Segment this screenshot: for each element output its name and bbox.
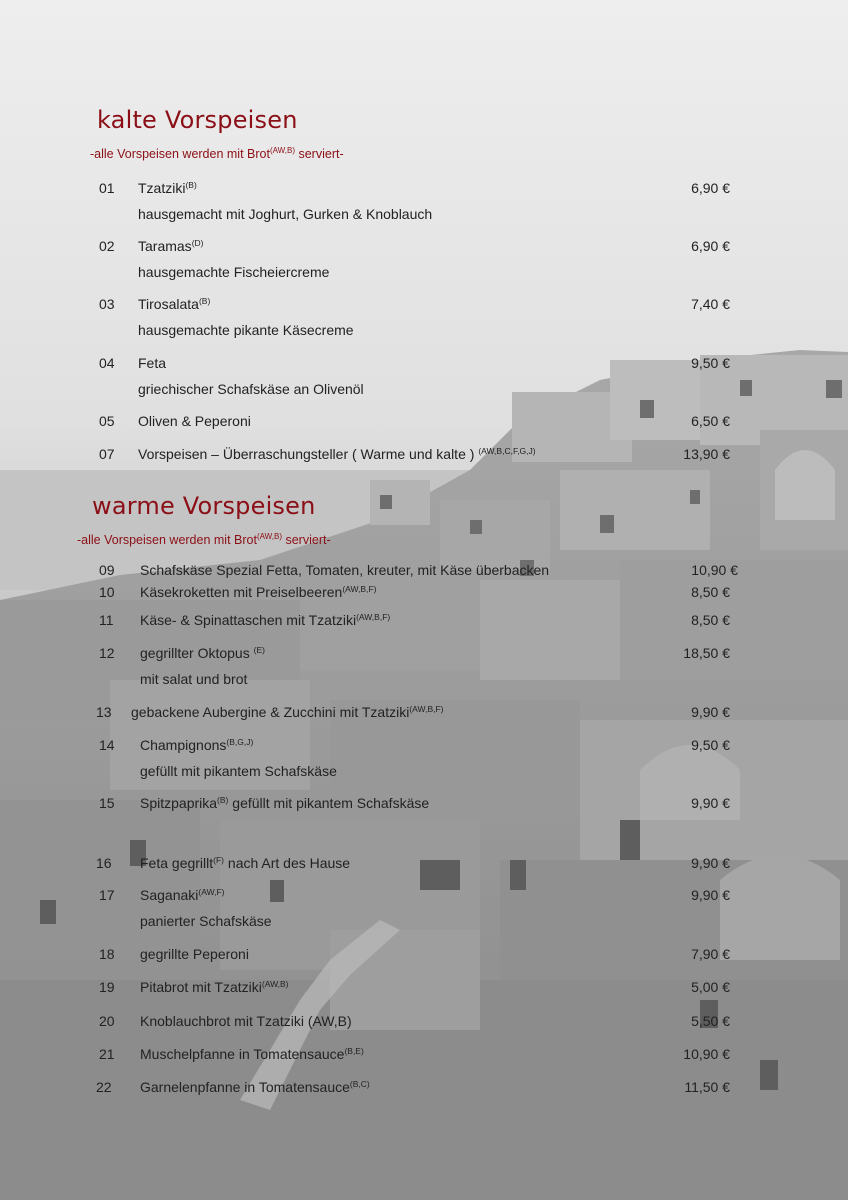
item-number: 03 (99, 296, 115, 312)
item-name-text: Knoblauchbrot mit Tzatziki (AW,B) (140, 1013, 352, 1029)
allergen-codes: (AW,B,C,F,G,J) (478, 446, 536, 456)
item-price: 11,50 € (684, 1079, 730, 1095)
section-note-text: -alle Vorspeisen werden mit Brot (77, 533, 257, 548)
item-name (138, 355, 166, 371)
item-description: hausgemachte Fischeiercreme (138, 264, 330, 280)
item-price: 9,50 € (691, 737, 730, 753)
item-name-text: Champignons (140, 737, 227, 753)
allergen-codes: (B) (217, 795, 229, 805)
allergen-codes: (AW,B) (269, 146, 295, 155)
item-price: 7,40 € (691, 296, 730, 312)
allergen-codes: (B,C) (349, 1079, 370, 1089)
allergen-codes: (B) (198, 296, 211, 306)
item-number: 02 (99, 238, 115, 254)
item-name-extra: gefüllt mit pikantem Schafskäse (228, 795, 430, 811)
section-note-text: serviert- (282, 533, 331, 548)
item-name (140, 584, 376, 600)
item-name (140, 562, 549, 578)
item-number: 11 (99, 612, 114, 628)
item-name-text: gegrillte Peperoni (140, 946, 249, 962)
item-price: 6,90 € (691, 180, 730, 196)
allergen-codes: (AW,F) (198, 887, 225, 897)
item-name (138, 296, 210, 312)
section-note-text: -alle Vorspeisen werden mit Brot (90, 147, 270, 162)
menu-item (0, 355, 848, 399)
menu-item (0, 1079, 848, 1099)
item-number: 07 (99, 446, 115, 462)
item-number: 09 (99, 562, 115, 578)
item-number: 16 (96, 855, 112, 871)
item-description: mit salat und brot (140, 671, 248, 687)
section-note-text: serviert- (295, 147, 344, 162)
menu-item (0, 737, 848, 781)
item-number: 14 (99, 737, 115, 753)
item-name-text: Tzatziki (138, 180, 186, 196)
menu-item (0, 1013, 848, 1033)
item-price: 6,50 € (691, 413, 730, 429)
item-price: 7,90 € (691, 946, 730, 962)
item-price: 13,90 € (683, 446, 730, 462)
item-price: 8,50 € (691, 612, 730, 628)
item-description: panierter Schafskäse (140, 913, 272, 929)
item-name (140, 946, 249, 962)
item-price: 9,90 € (691, 795, 730, 811)
menu-item (0, 887, 848, 931)
allergen-codes: (AW,B,F) (342, 584, 377, 594)
menu-item (0, 855, 848, 875)
item-price: 10,90 € (691, 562, 738, 578)
item-price: 18,50 € (683, 645, 730, 661)
allergen-codes: (F) (213, 855, 225, 865)
item-name (140, 645, 265, 661)
section-note (90, 146, 344, 161)
item-number: 17 (99, 887, 115, 903)
item-name-extra: nach Art des Hause (224, 855, 351, 871)
item-name-text: Saganaki (140, 887, 199, 903)
item-name-text: Feta (138, 355, 167, 371)
item-name-text: Oliven & Peperoni (138, 413, 251, 429)
item-number: 22 (96, 1079, 112, 1095)
menu-item (0, 704, 848, 724)
item-name-text: Feta gegrillt (140, 855, 214, 871)
item-description: gefüllt mit pikantem Schafskäse (140, 763, 337, 779)
item-name (140, 795, 429, 811)
item-name-text: Garnelenpfanne in Tomatensauce (140, 1079, 350, 1095)
item-name-text: Käsekroketten mit Preiselbeeren (140, 584, 343, 600)
section-title: warme Vorspeisen (92, 492, 316, 520)
item-name (140, 855, 350, 871)
section-note (77, 532, 331, 547)
item-name-text: Vorspeisen – Überraschungsteller ( Warme und kalte ) (138, 446, 479, 462)
menu-item (0, 413, 848, 433)
item-name-text: gebackene Aubergine & Zucchini mit Tzatziki (131, 704, 410, 720)
allergen-codes: (AW,B,F) (409, 704, 444, 714)
allergen-codes: (AW,B,F) (356, 612, 391, 622)
menu-item (0, 446, 848, 466)
allergen-codes: (B,E) (344, 1046, 364, 1056)
item-name-text: Tirosalata (138, 296, 199, 312)
item-price: 9,90 € (691, 855, 730, 871)
item-number: 05 (99, 413, 115, 429)
item-name (140, 1046, 364, 1062)
item-description: hausgemachte pikante Käsecreme (138, 322, 354, 338)
item-number: 04 (99, 355, 115, 371)
item-price: 9,90 € (691, 704, 730, 720)
item-number: 13 (96, 704, 112, 720)
allergen-codes: (B) (185, 180, 197, 190)
item-price: 10,90 € (683, 1046, 730, 1062)
item-number: 15 (99, 795, 115, 811)
menu-item (0, 1046, 848, 1066)
item-number: 10 (99, 584, 115, 600)
item-price: 5,00 € (691, 979, 730, 995)
item-description: hausgemacht mit Joghurt, Gurken & Knoblauch (138, 206, 433, 222)
item-number: 20 (99, 1013, 115, 1029)
menu-item (0, 795, 848, 815)
item-name-text: Muschelpfanne in Tomatensauce (140, 1046, 345, 1062)
item-name (140, 1079, 370, 1095)
item-name (138, 446, 536, 462)
menu-item (0, 946, 848, 966)
item-name (140, 612, 390, 628)
item-name (138, 238, 204, 254)
menu-item (0, 584, 848, 604)
menu-item (0, 645, 848, 689)
menu-item (0, 296, 848, 340)
allergen-codes: (B,G,J) (226, 737, 254, 747)
section-title: kalte Vorspeisen (97, 106, 298, 134)
item-number: 21 (99, 1046, 115, 1062)
item-name (140, 1013, 352, 1029)
item-name (138, 413, 251, 429)
menu-item (0, 979, 848, 999)
item-name (131, 704, 444, 720)
allergen-codes: (AW,B) (256, 532, 282, 541)
menu-item (0, 562, 848, 582)
item-name-text: Käse- & Spinattaschen mit Tzatziki (140, 612, 357, 628)
item-name-text: Spitzpaprika (140, 795, 218, 811)
item-name (138, 180, 197, 196)
menu-item (0, 612, 848, 632)
menu-item (0, 180, 848, 224)
item-number: 19 (99, 979, 115, 995)
item-name-text: gegrillter Oktopus (140, 645, 254, 661)
item-name-text: Schafskäse Spezial Fetta, Tomaten, kreuter, mit Käse überbacken (140, 562, 550, 578)
item-price: 9,90 € (691, 887, 730, 903)
item-number: 01 (99, 180, 115, 196)
allergen-codes: (AW,B) (261, 979, 289, 989)
allergen-codes: (D) (191, 238, 204, 248)
allergen-codes: (E) (253, 645, 265, 655)
item-price: 8,50 € (691, 584, 730, 600)
item-number: 18 (99, 946, 115, 962)
item-description: griechischer Schafskäse an Olivenöl (138, 381, 364, 397)
item-name (140, 737, 253, 753)
item-name (140, 887, 225, 903)
item-name-text: Taramas (138, 238, 192, 254)
item-name (140, 979, 289, 995)
item-name-text: Pitabrot mit Tzatziki (140, 979, 262, 995)
item-number: 12 (99, 645, 115, 661)
item-price: 9,50 € (691, 355, 730, 371)
item-price: 5,50 € (691, 1013, 730, 1029)
item-price: 6,90 € (691, 238, 730, 254)
menu-item (0, 238, 848, 282)
